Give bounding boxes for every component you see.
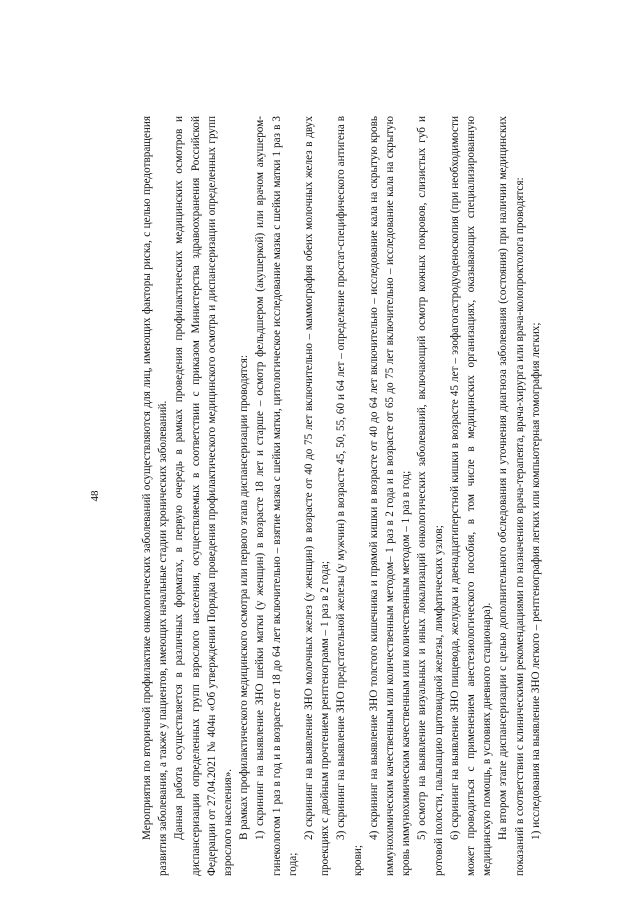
paragraph-first-stage: В рамках профилактического медицинского осмотра или первого этапа диспансеризации проводятся: <box>238 355 251 840</box>
body-text <box>139 116 549 876</box>
paragraph-intro: Мероприятия по вторичной профилактике онкологических заболеваний осуществляются для лиц, имеющих факторы риска, с целью предотвращения развития заболевания, а также у пациентов, имеющих начальные стадии хронических заболеваний. <box>141 116 170 876</box>
paragraph-item-visual-exam: 5) осмотр на выявление визуальных и иных локализаций онкологических заболеваний, включающий осмотр кожных покровов, слизистых губ и ротовой полости, пальпацию щитовидной железы, лимфатических узлов; <box>416 116 445 876</box>
paragraph-work-formats: Данная работа осуществляется в различных форматах, в первую очередь в рамках проведения профилактических медицинских осмотров и диспансеризации определенных групп взрослого населения, осуществляемых в соответствии с приказом Министерства здравоохранения Российской Федерации от 27.04.2021 № 404н «Об утверждении Порядка проведения профилактического медицинского осмотра и диспансеризации определенных групп взрослого населения». <box>173 116 235 876</box>
rotated-content <box>85 116 555 876</box>
paragraph-item-prostate: 3) скрининг на выявление ЗНО предстательной железы (у мужчин) в возрасте 45, 50, 55, 60 и 64 лет – определение простат-специфического антигена в крови; <box>335 116 364 876</box>
paragraph-item-colon: 4) скрининг на выявление ЗНО толстого кишечника и прямой кишки в возрасте от 40 до 64 лет включительно – исследование кала на скрытую кровь иммунохимическим качественным или количественным методом– 1 раз в 2 года и в возрасте от 65 до 75 лет включительно – исследование кала на скрытую кровь иммунохимическим качественным или количественным методом – 1 раз в год; <box>367 116 413 876</box>
page-number: 48 <box>89 490 101 502</box>
paragraph-second-stage: На втором этапе диспансеризации с целью дополнительного обследования и уточнения диагноза заболевания (состояния) при наличии медицинских показаний в соответствии с клиническими рекомендациями по назначению врача-терапевта, врача-хирурга или врача-колопроктолога проводятся: <box>497 116 526 876</box>
paragraph-item-lung: 1) исследования на выявление ЗНО легкого – рентгенография легких или компьютерная томография легких; <box>529 322 542 840</box>
paragraph-item-cervix: 1) скрининг на выявление ЗНО шейки матки (у женщин) в возрасте 18 лет и старше – осмотр фельдшером (акушеркой) или врачом акушером-гинекологом 1 раз в год и в возрасте от 18 до 64 лет включительно – взятие мазка с шейки матки, цитологическое исследование мазка с шейки матки 1 раз в 3 года; <box>254 116 299 876</box>
paragraph-item-esophagus: 6) скрининг на выявление ЗНО пищевода, желудка и двенадцатиперстной кишки в возрасте 45 лет – эзофагогастродуоденоскопия (при необходимости может проводиться с применением анестезиологического пособия, в том числе в медицинских организациях, оказывающих специализированную медицинскую помощь, в условиях дневного стационара). <box>448 116 494 876</box>
paragraph-item-breast: 2) скрининг на выявление ЗНО молочных желез (у женщин) в возрасте от 40 до 75 лет включительно – маммография обеих молочных желез в двух проекциях с двойным прочтением рентгенограмм – 1 раз в 2 года; <box>303 116 332 876</box>
